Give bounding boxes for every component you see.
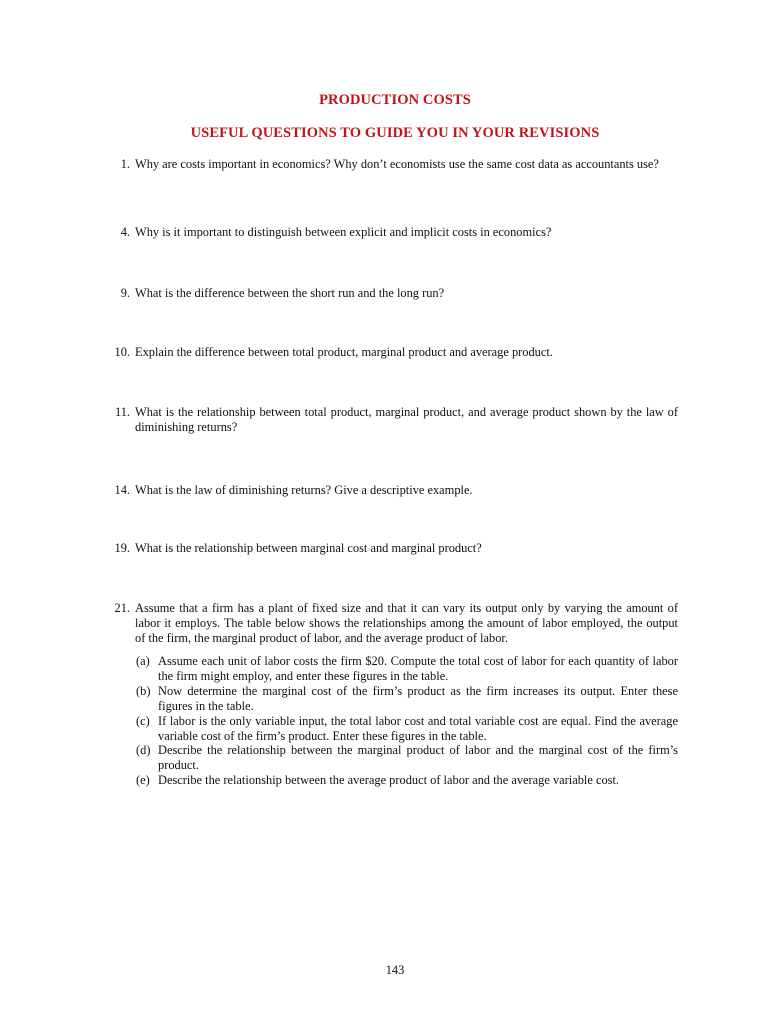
subquestion-label: (e) — [136, 773, 150, 787]
question-19 — [110, 541, 678, 556]
subquestion-d — [136, 743, 678, 773]
question-number: 21. — [114, 601, 130, 615]
question-number: 19. — [114, 541, 130, 555]
subquestion-text: Describe the relationship between the marginal product of labor and the marginal cost of the firm’s product. — [158, 743, 678, 772]
question-text: Why is it important to distinguish between explicit and implicit costs in economics? — [135, 225, 552, 239]
question-11 — [110, 405, 678, 435]
subquestion-a — [136, 654, 678, 684]
question-9 — [110, 286, 678, 301]
question-number: 14. — [114, 483, 130, 497]
subquestion-label: (a) — [136, 654, 150, 668]
question-text: Explain the difference between total product, marginal product and average product. — [135, 345, 553, 359]
question-text: What is the law of diminishing returns? Give a descriptive example. — [135, 483, 473, 497]
question-number: 9. — [120, 286, 130, 300]
subquestion-text: Describe the relationship between the average product of labor and the average variable cost. — [158, 773, 620, 787]
question-10 — [110, 345, 678, 360]
question-number: 11. — [114, 405, 130, 419]
question-text: Why are costs important in economics? Why don’t economists use the same cost data as accountants use? — [135, 157, 659, 171]
question-21 — [110, 601, 678, 646]
question-text: What is the difference between the short run and the long run? — [135, 286, 445, 300]
subquestion-label: (c) — [136, 714, 150, 728]
subquestion-label: (b) — [136, 684, 151, 698]
subquestion-c — [136, 714, 678, 744]
subquestion-text: Now determine the marginal cost of the firm’s product as the firm increases its output. Enter these figures in the table. — [158, 684, 678, 713]
subquestion-e — [136, 773, 678, 788]
subquestion-b — [136, 684, 678, 714]
question-number: 1. — [120, 157, 130, 171]
question-text: What is the relationship between total product, marginal product, and average product shown by the law of diminishing returns? — [135, 405, 678, 434]
subquestion-label: (d) — [136, 743, 151, 757]
subquestion-text: Assume each unit of labor costs the firm $20. Compute the total cost of labor for each quantity of labor the firm might employ, and enter these figures in the table. — [158, 654, 678, 683]
question-number: 10. — [114, 345, 130, 359]
question-text: What is the relationship between marginal cost and marginal product? — [135, 541, 482, 555]
question-4 — [110, 225, 678, 240]
page-subtitle: USEFUL QUESTIONS TO GUIDE YOU IN YOUR REVISIONS — [190, 125, 600, 141]
page-title: PRODUCTION COSTS — [319, 92, 471, 108]
question-14 — [110, 483, 678, 498]
subquestion-text: If labor is the only variable input, the total labor cost and total variable cost are equal. Find the average variable cost of the firm’s product. Enter these figures in the table. — [158, 714, 678, 743]
question-number: 4. — [120, 225, 130, 239]
question-text: Assume that a firm has a plant of fixed size and that it can vary its output only by varying the amount of labor it employs. The table below shows the relationships among the amount of labor employed, the output of the firm, the marginal product of labor, and the average product of labor. — [135, 601, 678, 645]
question-1 — [110, 157, 678, 172]
page-number: 143 — [385, 963, 405, 977]
